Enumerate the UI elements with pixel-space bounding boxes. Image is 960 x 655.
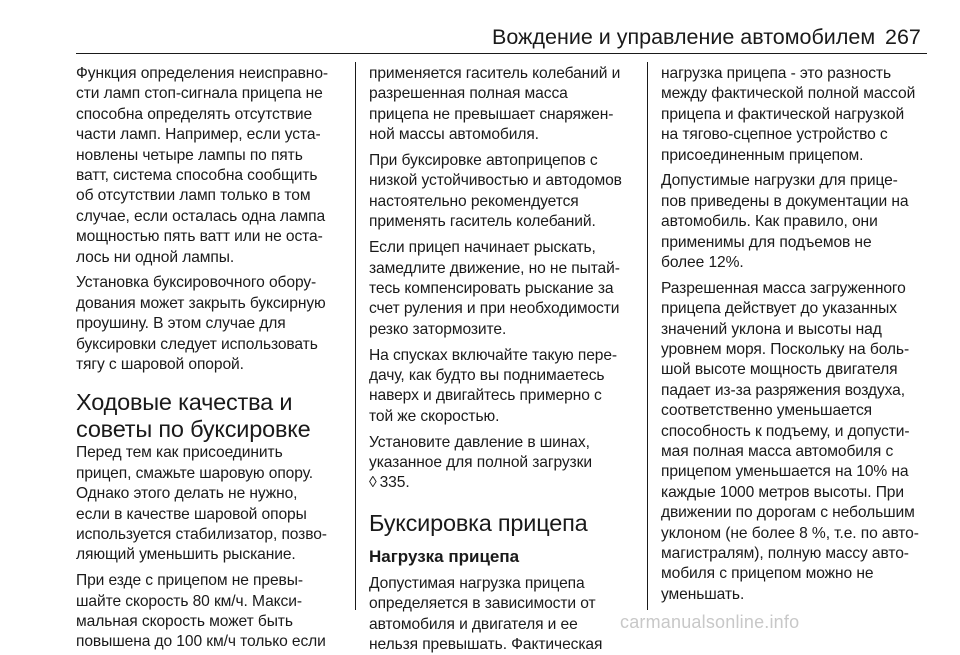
subsection-heading-trailer-load: Нагрузка прицепа bbox=[369, 546, 520, 566]
text-line: Допустимые нагрузки для прице- bbox=[661, 172, 898, 190]
text-line: На спусках включайте такую пере- bbox=[369, 346, 618, 364]
text-line: если в качестве шаровой опоры bbox=[76, 505, 307, 523]
text-line: той же скоростью. bbox=[369, 407, 500, 425]
text-line: применяется гаситель колебаний и bbox=[369, 65, 621, 82]
text-line: тягу с шаровой опорой. bbox=[76, 355, 244, 373]
text-line: буксировки следует использовать bbox=[76, 335, 318, 353]
paragraph-altitude bbox=[661, 279, 929, 605]
text-line: резко затормозите. bbox=[369, 320, 507, 338]
text-line: мальная скорость может быть bbox=[76, 612, 293, 630]
text-line: нельзя превышать. Фактическая bbox=[369, 635, 603, 653]
text-line: уровнем моря. Поскольку на боль- bbox=[661, 341, 910, 359]
paragraph-lamp-detection bbox=[76, 64, 342, 268]
text-line: прицепа и фактической нагрузкой bbox=[661, 105, 905, 123]
text-line: ляющий уменьшить рыскание. bbox=[76, 546, 296, 564]
text-line: применять гаситель колебаний. bbox=[369, 213, 596, 231]
text-line: соответственно уменьшается bbox=[661, 402, 872, 420]
text-line: тесь компенсировать рыскание за bbox=[369, 279, 614, 297]
text-line: замедлите движение, но не пытай- bbox=[369, 259, 620, 277]
text-line: сти ламп стоп-сигнала прицепа не bbox=[76, 85, 323, 103]
text-line: повышена до 100 км/ч только если bbox=[76, 633, 326, 651]
text-line: способность к подъему, и допусти- bbox=[661, 422, 910, 440]
paragraph-permitted-load bbox=[369, 574, 635, 655]
text-line: шой высоте мощность двигателя bbox=[661, 361, 898, 379]
text-line: дования может закрыть буксирную bbox=[76, 294, 326, 312]
text-line: новлены четыре лампы по пять bbox=[76, 146, 303, 164]
text-column-1 bbox=[76, 64, 342, 653]
text-line: прицеп, смажьте шаровую опору. bbox=[76, 464, 314, 482]
text-line: прицепа действует до указанных bbox=[661, 300, 897, 318]
text-line: дачу, как будто вы поднимаетесь bbox=[369, 366, 605, 384]
paragraph-caravan-damper bbox=[369, 151, 635, 233]
text-line: разрешенная полная масса bbox=[369, 85, 568, 103]
text-line: магистралям), полную массу авто- bbox=[661, 544, 909, 562]
heading-line: советы по буксировке bbox=[76, 416, 311, 443]
text-line: Функция определения неисправно- bbox=[76, 65, 328, 82]
text-line: настоятельно рекомендуется bbox=[369, 192, 579, 210]
text-line: ватт, система способна сообщить bbox=[76, 166, 318, 184]
text-line: нагрузка прицепа - это разность bbox=[661, 65, 891, 82]
reference-page: 335. bbox=[379, 474, 410, 492]
text-line: применимы для подъемов не bbox=[661, 233, 872, 251]
text-line: мобиля с прицепом можно не bbox=[661, 565, 874, 583]
text-line: значений уклона и высоты над bbox=[661, 320, 882, 338]
text-line: способна определять отсутствие bbox=[76, 105, 313, 123]
text-line: мощностью пять ватт или не оста- bbox=[76, 228, 323, 246]
text-line: автомобиль. Как правило, они bbox=[661, 213, 878, 231]
text-line: Перед тем как присоединить bbox=[76, 444, 283, 462]
text-line: ной массы автомобиля. bbox=[369, 126, 539, 144]
text-line: об отсутствии ламп только в том bbox=[76, 187, 311, 205]
page-header bbox=[0, 0, 960, 56]
text-line: определяется в зависимости от bbox=[369, 595, 596, 613]
text-line: низкой устойчивостью и автодомов bbox=[369, 172, 622, 190]
text-line: Однако этого делать не нужно, bbox=[76, 485, 298, 503]
text-line: Если прицеп начинает рыскать, bbox=[369, 239, 596, 257]
text-line: части ламп. Например, если уста- bbox=[76, 126, 321, 144]
text-line: При езде с прицепом не превы- bbox=[76, 572, 303, 590]
text-line: Допустимая нагрузка прицепа bbox=[369, 574, 585, 592]
text-line: Установка буксировочного обору- bbox=[76, 274, 317, 292]
text-line: используется стабилизатор, позво- bbox=[76, 525, 327, 543]
text-line: мая полная масса автомобиля с bbox=[661, 443, 894, 461]
section-heading-trailer-towing: Буксировка прицепа bbox=[369, 509, 588, 536]
text-line: шайте скорость 80 км/ч. Макси- bbox=[76, 592, 302, 610]
paragraph-speed-limit bbox=[76, 571, 342, 653]
paragraph-ball-lubrication bbox=[76, 443, 342, 565]
paragraph-load-definition bbox=[661, 64, 929, 166]
text-line: проушину. В этом случае для bbox=[76, 315, 286, 333]
text-line: движении по дорогам с небольшим bbox=[661, 504, 915, 522]
text-line: пов приведены в документации на bbox=[661, 192, 909, 210]
section-heading-driving-tips bbox=[76, 389, 342, 443]
paragraph-towing-eye bbox=[76, 273, 342, 375]
text-line: автомобиля и двигателя и ее bbox=[369, 615, 578, 633]
header-divider bbox=[76, 53, 927, 54]
text-line: каждые 1000 метров высоты. При bbox=[661, 483, 904, 501]
text-line: указанное для полной загрузки bbox=[369, 454, 592, 472]
column-divider-1 bbox=[355, 62, 356, 610]
text-line: прицепом уменьшается на 10% на bbox=[661, 463, 909, 481]
text-line: уклоном (не более 8 %, т.е. по авто- bbox=[661, 524, 919, 542]
paragraph-permitted-loads bbox=[661, 171, 929, 273]
text-line: прицепа не превышает снаряжен- bbox=[369, 105, 614, 123]
text-column-2 bbox=[369, 64, 635, 655]
page-number: 267 bbox=[885, 25, 921, 49]
text-column-3 bbox=[661, 64, 929, 605]
paragraph-damper-continued bbox=[369, 64, 635, 146]
column-divider-2 bbox=[647, 62, 648, 610]
text-line: более 12%. bbox=[661, 254, 744, 272]
paragraph-downhill bbox=[369, 346, 635, 428]
text-line: наверх и двигайтесь примерно с bbox=[369, 387, 602, 405]
text-line: счет руления и при необходимости bbox=[369, 300, 620, 318]
text-line: Установите давление в шинах, bbox=[369, 433, 590, 451]
heading-line: Ходовые качества и bbox=[76, 389, 293, 416]
watermark-text: carmanualsonline.info bbox=[620, 612, 800, 632]
page-reference[interactable] bbox=[369, 473, 635, 493]
text-line: присоединенным прицепом. bbox=[661, 146, 864, 164]
text-line: лось ни одной лампы. bbox=[76, 248, 235, 266]
text-line: падает из-за разряжения воздуха, bbox=[661, 381, 905, 399]
text-line: между фактической полной массой bbox=[661, 85, 916, 103]
text-line: При буксировке автоприцепов с bbox=[369, 152, 598, 170]
text-line: случае, если осталась одна лампа bbox=[76, 207, 326, 225]
paragraph-snaking bbox=[369, 238, 635, 340]
paragraph-tyre-pressure bbox=[369, 433, 635, 494]
text-line: Разрешенная масса загруженного bbox=[661, 279, 906, 297]
text-line: уменьшать. bbox=[661, 585, 745, 603]
text-line: на тягово-сцепное устройство с bbox=[661, 126, 888, 144]
reference-arrow-icon: ◊ bbox=[369, 474, 377, 492]
chapter-title: Вождение и управление автомобилем bbox=[492, 25, 876, 49]
